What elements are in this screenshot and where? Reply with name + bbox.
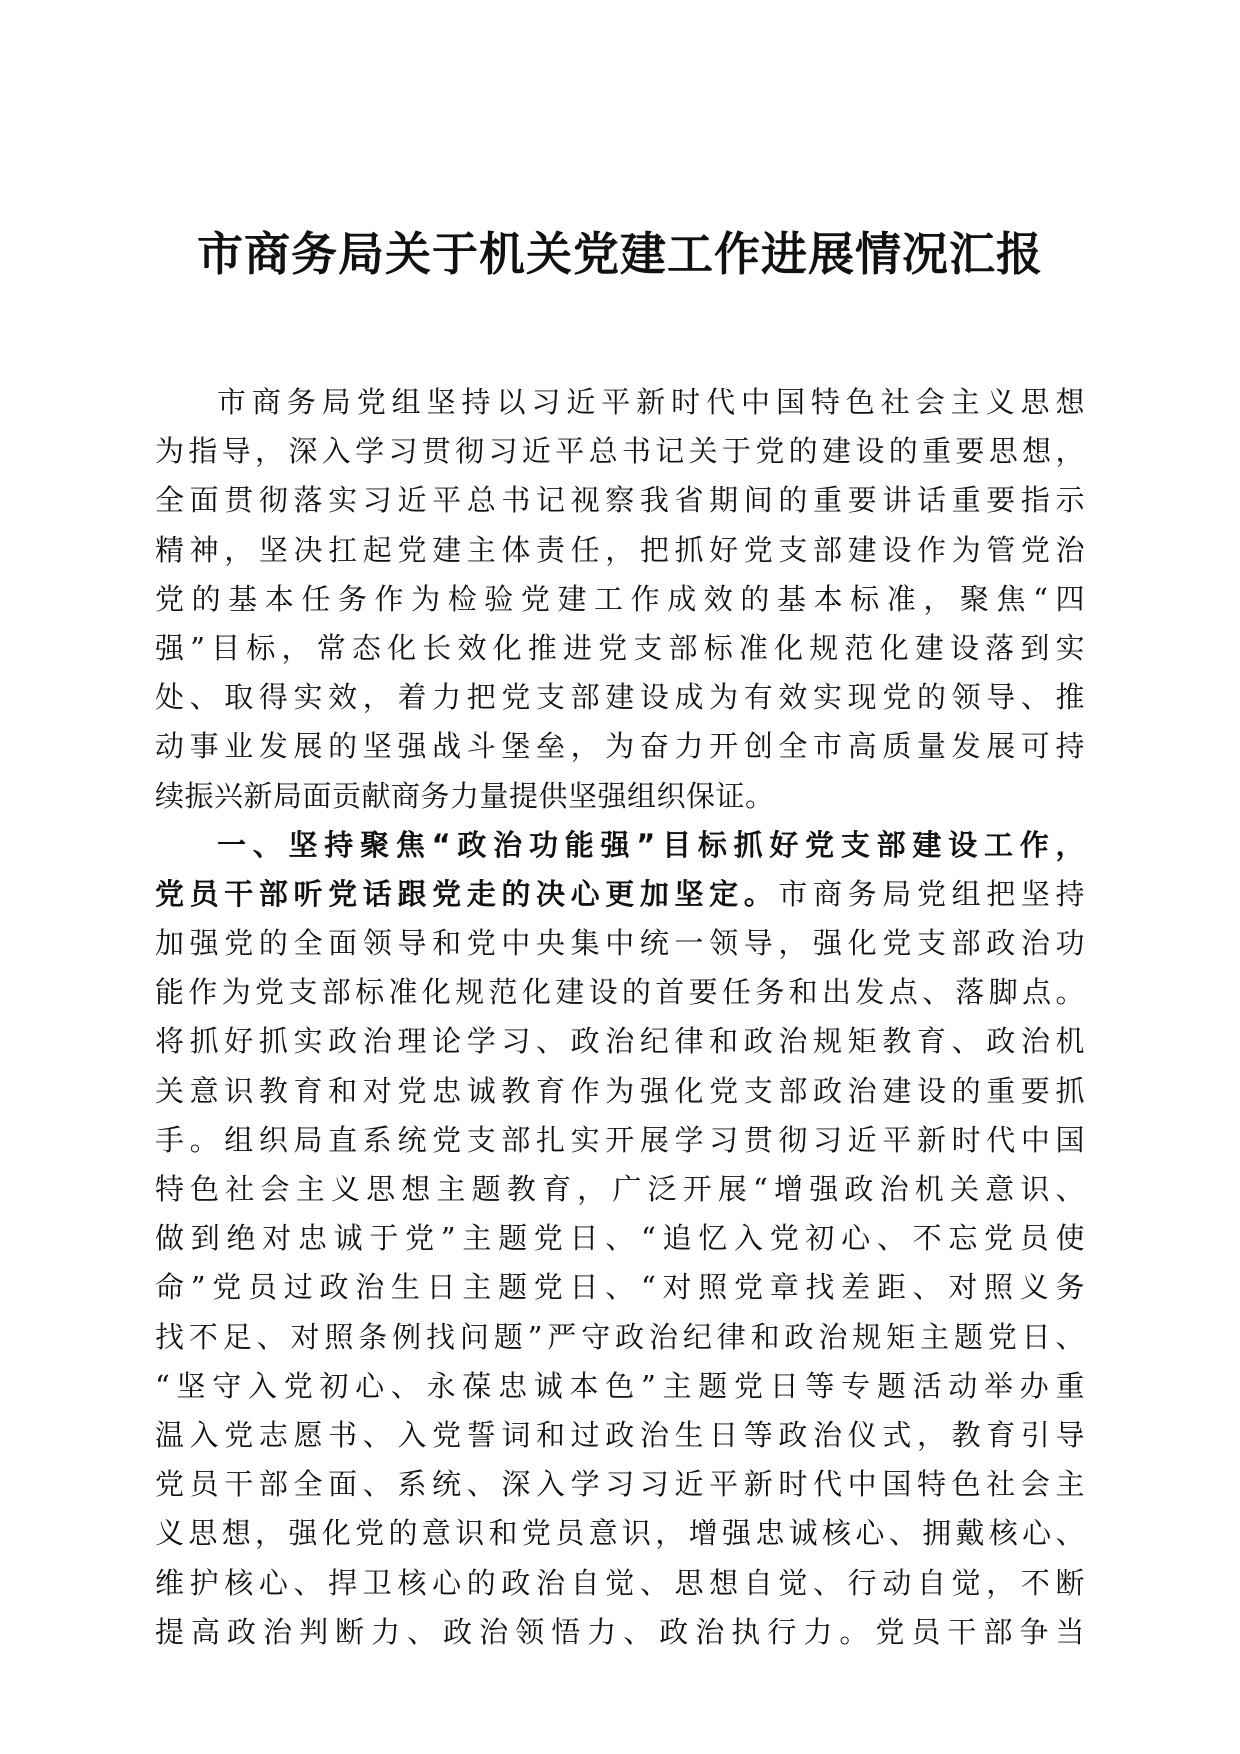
text-line: 手。组织局直系统党支部扎实开展学习贯彻习近平新时代中国 [155, 1122, 1085, 1157]
section-1-paragraph [155, 821, 1085, 1657]
text-line: 续振兴新局面贡献商务力量提供坚强组织保证。 [155, 778, 775, 813]
text-line: 特色社会主义思想主题教育，广泛开展“增强政治机关意识、 [155, 1172, 1085, 1206]
text-line: 加强党的全面领导和党中央集中统一领导，强化党支部政治功 [155, 926, 1085, 961]
text-line: 党的基本任务作为检验党建工作成效的基本标准，聚焦“四 [155, 581, 1085, 616]
text-line: 市商务局党组坚持以习近平新时代中国特色社会主义思想 [217, 385, 1085, 419]
text-line: 强”目标，常态化长效化推进党支部标准化规范化建设落到实 [155, 630, 1085, 665]
text-line: 精神，坚决扛起党建主体责任，把抓好党支部建设作为管党治 [155, 532, 1085, 567]
text-line: 找不足、对照条例找问题”严守政治纪律和政治规矩主题党日、 [155, 1319, 1085, 1354]
section-1-heading-continuation: 党员干部听党话跟党走的决心更加坚定。 [155, 876, 779, 911]
text-line: 维护核心、捍卫核心的政治自觉、思想自觉、行动自觉，不断 [155, 1565, 1085, 1600]
section-1-heading: 一、坚持聚焦“政治功能强”目标抓好党支部建设工作， [217, 827, 1085, 862]
text-line: 将抓好抓实政治理论学习、政治纪律和政治规矩教育、政治机 [155, 1024, 1085, 1059]
text-line: 动事业发展的坚强战斗堡垒，为奋力开创全市高质量发展可持 [155, 729, 1085, 764]
text-line: 能作为党支部标准化规范化建设的首要任务和出发点、落脚点。 [155, 975, 1085, 1010]
text-line: “坚守入党初心、永葆忠诚本色”主题党日等专题活动举办重 [155, 1368, 1085, 1403]
text-line [155, 870, 1085, 919]
document-body [155, 378, 1085, 1657]
text-line: 全面贯彻落实习近平总书记视察我省期间的重要讲话重要指示 [155, 483, 1085, 518]
intro-paragraph [155, 378, 1085, 821]
text-line: 处、取得实效，着力把党支部建设成为有效实现党的领导、推 [155, 680, 1085, 715]
text-line: 提高政治判断力、政治领悟力、政治执行力。党员干部争当 [155, 1614, 1085, 1649]
document-title: 市商务局关于机关党建工作进展情况汇报 [197, 227, 1043, 281]
text-line: 温入党志愿书、入党誓词和过政治生日等政治仪式，教育引导 [155, 1417, 1085, 1452]
text-segment: 市商务局党组把坚持 [778, 876, 1085, 911]
text-line: 命”党员过政治生日主题党日、“对照党章找差距、对照义务 [155, 1270, 1085, 1305]
text-line: 做到绝对忠诚于党”主题党日、“追忆入党初心、不忘党员使 [155, 1221, 1085, 1256]
text-line: 党员干部全面、系统、深入学习习近平新时代中国特色社会主 [155, 1467, 1085, 1502]
text-line: 关意识教育和对党忠诚教育作为强化党支部政治建设的重要抓 [155, 1073, 1085, 1108]
text-line: 为指导，深入学习贯彻习近平总书记关于党的建设的重要思想， [155, 434, 1085, 469]
text-line: 义思想，强化党的意识和党员意识，增强忠诚核心、拥戴核心、 [155, 1516, 1085, 1551]
